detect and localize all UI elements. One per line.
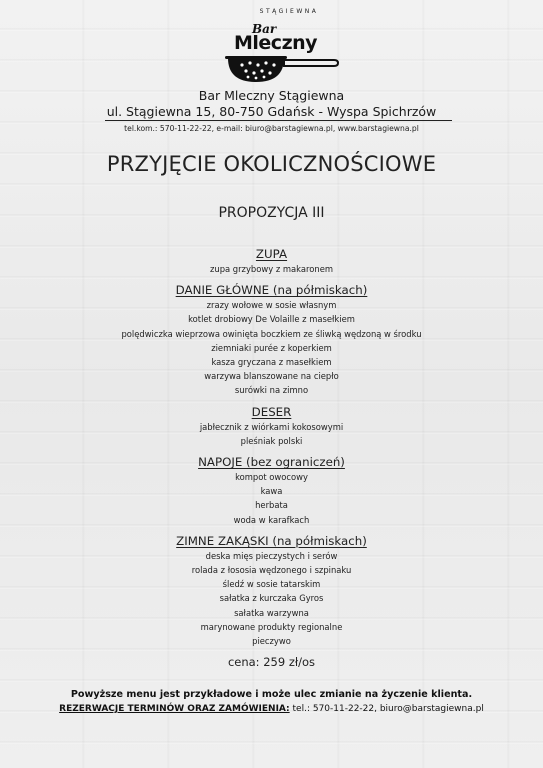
menu-item: sałatka z kurczaka Gyros	[219, 593, 324, 604]
section-heading-text: NAPOJE (bez ograniczeń)	[198, 455, 345, 470]
menu-list	[0, 246, 543, 654]
header-divider	[105, 120, 452, 121]
section-heading-text: ZUPA	[255, 247, 288, 261]
section-heading	[0, 404, 543, 420]
menu-section	[0, 454, 543, 527]
menu-item: śledź w sosie tatarskim	[222, 579, 321, 590]
price-per-person: cena: 259 zł/os	[227, 655, 316, 669]
section-heading	[0, 282, 543, 298]
restaurant-contact: tel.kom.: 570-11-22-22, e-mail: biuro@barstagiewna.pl, www.barstagiewna.pl	[124, 124, 419, 133]
section-heading-text: DANIE GŁÓWNE (na półmiskach)	[175, 283, 368, 298]
menu-item: marynowane produkty regionalne	[200, 621, 343, 632]
reservation-contact: tel.: 570-11-22-22, biuro@barstagiewna.pl	[289, 704, 484, 714]
logo-bar-text: Bar	[252, 22, 277, 36]
menu-item: zupa grzybowy z makaronem	[209, 264, 334, 274]
menu-item: polędwiczka wieprzowa owinięta boczkiem ze śliwką wędzoną w środku	[121, 328, 422, 339]
menu-item: surówki na zimno	[234, 385, 309, 396]
menu-item: zrazy wołowe w sosie własnym	[206, 300, 337, 311]
menu-item: deska mięs pieczystych i serów	[205, 550, 338, 561]
menu-section	[0, 246, 543, 276]
menu-item: jabłecznik z wiórkami kokosowymi	[199, 421, 344, 432]
menu-section	[0, 282, 543, 397]
reservation-label: REZERWACJE TERMINÓW ORAZ ZAMÓWIENIA:	[59, 704, 290, 714]
menu-item: kotlet drobiowy De Volaille z masełkiem	[188, 314, 355, 325]
frying-pan-icon	[222, 52, 342, 86]
footer-reservation	[0, 704, 543, 714]
page-title: PRZYJĘCIE OKOLICZNOŚCIOWE	[106, 152, 437, 176]
menu-item: warzywa blanszowane na ciepło	[204, 371, 339, 382]
menu-item: kompot owocowy	[235, 472, 308, 483]
menu-item: herbata	[255, 500, 288, 511]
bar-mleczny-logo	[222, 8, 342, 86]
logo-main-text: Mleczny	[234, 32, 318, 54]
menu-item: kasza gryczana z masełkiem	[211, 357, 332, 368]
proposal-subtitle: PROPOZYCJA III	[218, 205, 325, 221]
section-heading-text: ZIMNE ZAKĄSKI (na półmiskach)	[176, 533, 367, 548]
menu-item: sałatka warzywna	[234, 607, 309, 618]
menu-item: pieczywo	[252, 636, 291, 647]
section-heading	[0, 454, 543, 470]
menu-item: kawa	[260, 486, 283, 497]
menu-section	[0, 404, 543, 448]
section-heading	[0, 246, 543, 262]
section-heading	[0, 533, 543, 549]
menu-item: woda w karafkach	[233, 514, 310, 525]
menu-item: ziemniaki purée z koperkiem	[211, 342, 332, 353]
menu-item: rolada z łososia wędzonego i szpinaku	[191, 565, 352, 576]
restaurant-address: ul. Stągiewna 15, 80-750 Gdańsk - Wyspa Spichrzów	[106, 104, 437, 119]
restaurant-name: Bar Mleczny Stągiewna	[198, 88, 345, 103]
footer-note: Powyższe menu jest przykładowe i może ulec zmianie na życzenie klienta.	[70, 689, 473, 700]
menu-section	[0, 533, 543, 648]
menu-item: pleśniak polski	[240, 435, 303, 446]
section-heading-text: DESER	[251, 404, 292, 419]
logo-top-text: STĄGIEWNA	[259, 8, 319, 15]
